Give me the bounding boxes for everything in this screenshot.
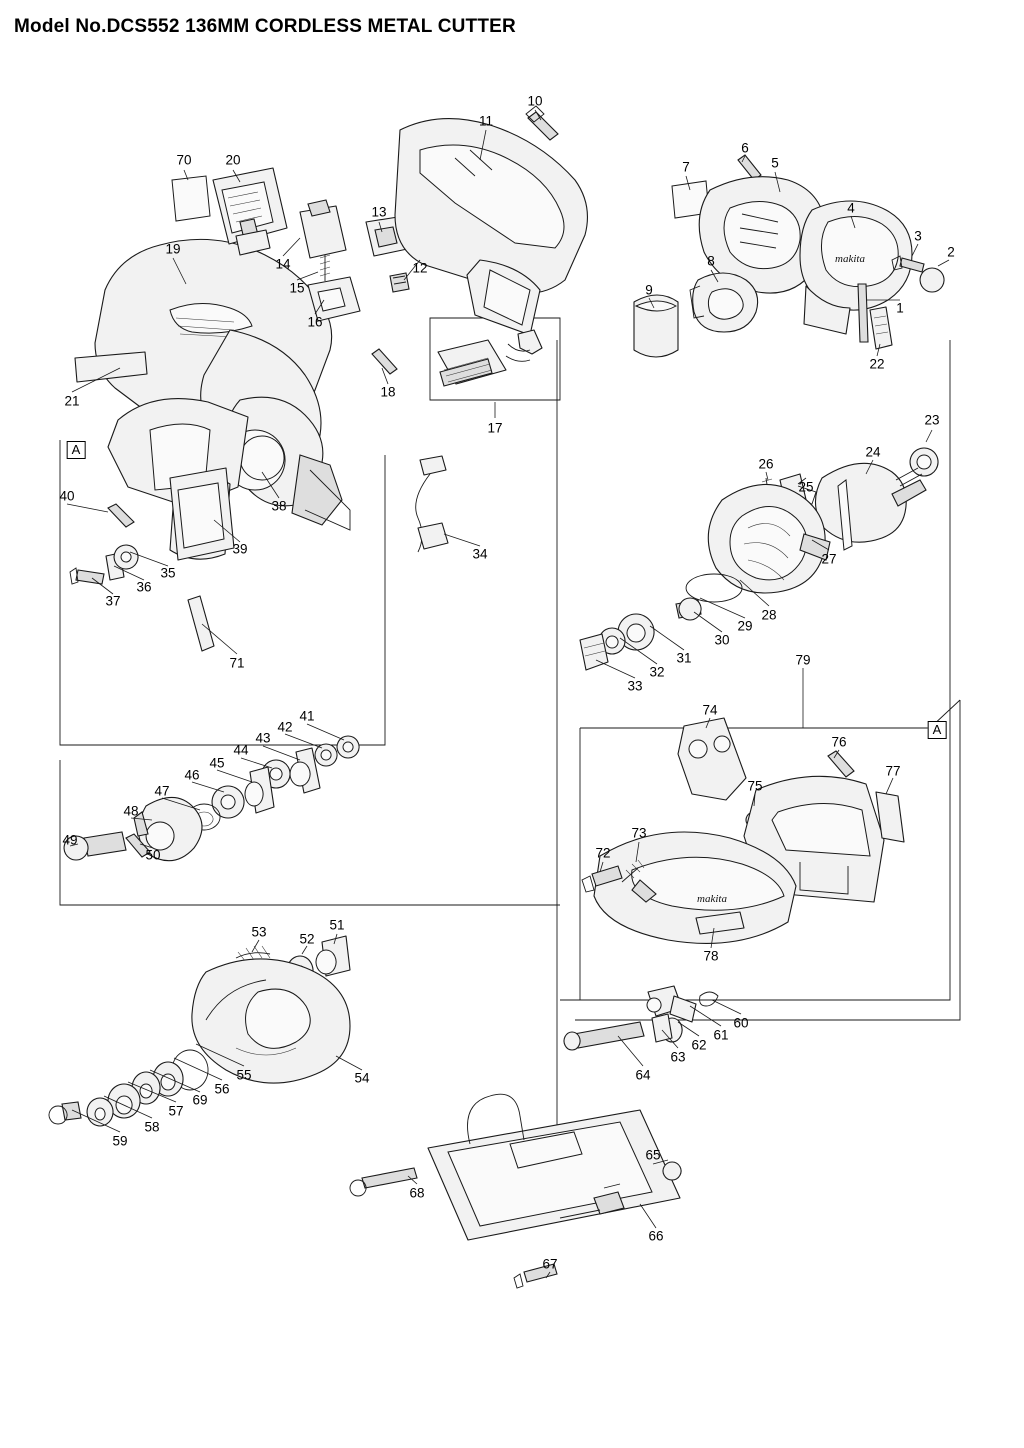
callout-47: 47: [154, 783, 170, 799]
callout-70: 70: [176, 152, 192, 168]
callout-2: 2: [947, 244, 955, 260]
callout-59: 59: [112, 1133, 128, 1149]
callout-9: 9: [645, 282, 653, 298]
callout-45: 45: [209, 755, 225, 771]
callout-23: 23: [924, 412, 940, 428]
callout-63: 63: [670, 1049, 686, 1065]
part-58-washer: [87, 1098, 113, 1126]
callout-57: 57: [168, 1103, 184, 1119]
callout-10: 10: [527, 93, 543, 109]
part-10-screw: [526, 106, 558, 140]
callout-28: 28: [761, 607, 777, 623]
callout-39: 39: [232, 541, 248, 557]
callout-66: 66: [648, 1228, 664, 1244]
callout-1: 1: [896, 300, 904, 316]
callout-32: 32: [649, 664, 665, 680]
callout-43: 43: [255, 730, 271, 746]
callout-26: 26: [758, 456, 774, 472]
callout-53: 53: [251, 924, 267, 940]
callout-31: 31: [676, 650, 692, 666]
part-35-bushing: [114, 545, 138, 569]
part-27-housing: [708, 484, 830, 593]
callout-27: 27: [821, 551, 837, 567]
part-71-bar: [188, 596, 214, 651]
callout-77: 77: [885, 763, 901, 779]
callout-3: 3: [914, 228, 922, 244]
callout-54: 54: [354, 1070, 370, 1086]
part-34-cable: [416, 456, 448, 552]
callout-12: 12: [412, 260, 428, 276]
part-1-rod: [858, 284, 868, 342]
callout-6: 6: [741, 140, 749, 156]
callout-40: 40: [59, 488, 75, 504]
part-11-frame: [395, 119, 587, 335]
zone-marker-a-left: A: [67, 441, 86, 459]
callout-64: 64: [635, 1067, 651, 1083]
part-65-nut: [663, 1162, 681, 1180]
callout-20: 20: [225, 152, 241, 168]
callout-15: 15: [289, 280, 305, 296]
part-39-handle: [170, 468, 234, 560]
brand-label-motor: makita: [835, 253, 865, 265]
part-46-bearing: [212, 786, 244, 818]
callout-46: 46: [184, 767, 200, 783]
part-64-shaft: [564, 1022, 644, 1050]
callout-41: 41: [299, 708, 315, 724]
callout-29: 29: [737, 618, 753, 634]
callout-24: 24: [865, 444, 881, 460]
part-14-switch: [300, 200, 346, 258]
callout-38: 38: [271, 498, 287, 514]
part-23-bearing: [910, 448, 938, 476]
callout-35: 35: [160, 565, 176, 581]
brand-label-housing: makita: [697, 893, 727, 905]
part-28-o-ring: [686, 574, 742, 602]
callout-51: 51: [329, 917, 345, 933]
callout-61: 61: [713, 1027, 729, 1043]
part-76-screw: [828, 751, 854, 777]
callout-36: 36: [136, 579, 152, 595]
callout-69: 69: [192, 1092, 208, 1108]
part-40-screw: [108, 504, 134, 527]
callout-76: 76: [831, 734, 847, 750]
zone-marker-a-right: A: [928, 721, 947, 739]
callout-75: 75: [747, 778, 763, 794]
part-9-sleeve: [634, 295, 678, 357]
callout-21: 21: [64, 393, 80, 409]
callout-48: 48: [123, 803, 139, 819]
part-30-washer: [679, 598, 701, 620]
callout-19: 19: [165, 241, 181, 257]
callout-44: 44: [233, 742, 249, 758]
callout-5: 5: [771, 155, 779, 171]
callout-73: 73: [631, 825, 647, 841]
callout-13: 13: [371, 204, 387, 220]
callout-11: 11: [478, 113, 494, 129]
callout-25: 25: [798, 479, 814, 495]
callout-78: 78: [703, 948, 719, 964]
part-74-bracket: [678, 718, 746, 800]
part-37-screw: [70, 568, 104, 584]
callout-60: 60: [733, 1015, 749, 1031]
part-61-lever: [647, 986, 696, 1022]
part-59-bolt: [49, 1102, 81, 1124]
part-68-bolt: [350, 1168, 417, 1196]
part-54-blade-guard: [192, 959, 350, 1083]
callout-55: 55: [236, 1067, 252, 1083]
callout-67: 67: [542, 1256, 558, 1272]
part-60-clip: [700, 992, 718, 1006]
page-title: Model No.DCS552 136MM CORDLESS METAL CUTTER: [14, 16, 516, 37]
callout-79: 79: [795, 652, 811, 668]
part-18-screw: [372, 349, 397, 374]
callout-14: 14: [275, 256, 291, 272]
callout-72: 72: [595, 845, 611, 861]
callout-30: 30: [714, 632, 730, 648]
callout-52: 52: [299, 931, 315, 947]
part-17-battery-inset: [438, 330, 542, 386]
part-12-screw: [390, 273, 409, 292]
part-41-retainer: [337, 736, 359, 758]
callout-17: 17: [487, 420, 503, 436]
part-22-plate: [870, 307, 892, 349]
part-2-cap: [920, 268, 944, 292]
callout-50: 50: [145, 847, 161, 863]
callout-65: 65: [645, 1147, 661, 1163]
part-42-washer: [315, 744, 337, 766]
callout-68: 68: [409, 1185, 425, 1201]
callout-4: 4: [847, 200, 855, 216]
callout-18: 18: [380, 384, 396, 400]
callout-34: 34: [472, 546, 488, 562]
callout-56: 56: [214, 1081, 230, 1097]
part-51-flange: [316, 936, 350, 976]
part-4-motor-housing: [800, 201, 912, 334]
part-8-fan-guide: [690, 273, 758, 332]
callout-22: 22: [869, 356, 885, 372]
callout-37: 37: [105, 593, 121, 609]
callout-33: 33: [627, 678, 643, 694]
part-15-spring: [320, 255, 330, 281]
callout-74: 74: [702, 702, 718, 718]
part-70-sheet: [172, 176, 210, 221]
callout-71: 71: [229, 655, 245, 671]
callout-8: 8: [707, 253, 715, 269]
part-66-base-plate: [428, 1094, 680, 1240]
callout-58: 58: [144, 1119, 160, 1135]
callout-7: 7: [682, 159, 690, 175]
callout-49: 49: [62, 832, 78, 848]
callout-42: 42: [277, 719, 293, 735]
callout-62: 62: [691, 1037, 707, 1053]
callout-16: 16: [307, 314, 323, 330]
